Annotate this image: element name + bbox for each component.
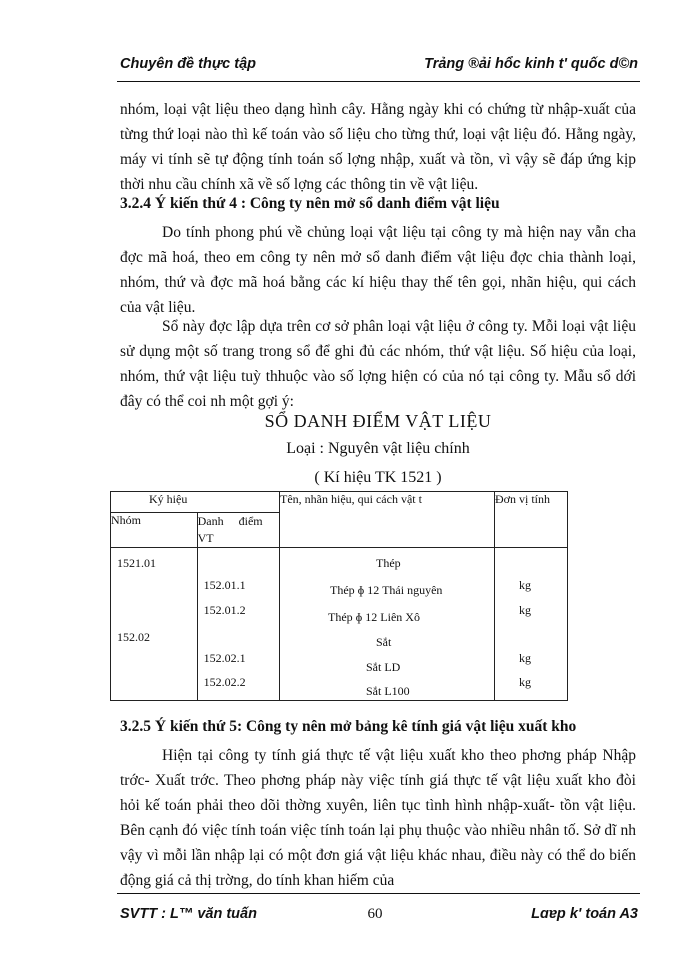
unit-value: kg [519, 675, 531, 689]
register-subtitle: Loại : Nguyên vật liệu chính [286, 440, 470, 457]
item-code: 152.01.1 [203, 578, 246, 592]
footer-right: Lɑɐp k' toán A3 [531, 906, 638, 922]
register-title: SỔ DANH ĐIỂM VẬT LIỆU [264, 411, 492, 431]
name-column [280, 548, 495, 701]
heading-3-2-4: 3.2.4 Ý kiến thứ 4 : Công ty nên mở sổ danh điểm vật liệu [120, 195, 500, 212]
material-name: Sắt LD [366, 660, 401, 674]
col-group-header: Nhóm [111, 513, 198, 548]
item-column [197, 548, 279, 701]
header-rule [117, 81, 640, 82]
material-name: Sắt L100 [366, 684, 410, 698]
material-name: Thép ɸ 12 Thái nguyên [330, 583, 443, 597]
footer-rule [117, 893, 640, 894]
header-right: Trảng ®ải hổc kinh t' quốc d©n [424, 56, 638, 72]
col-name-header: Tên, nhãn hiệu, qui cách vật t [280, 492, 495, 548]
item-code: 152.02.2 [203, 675, 246, 689]
col-symbol-header: Ký hiệu [111, 492, 280, 513]
paragraph-4: Hiện tại công ty tính giá thực tế vật liệu xuất kho theo phơng pháp Nhập trớc- Xuất trớc. Theo phơng pháp này việc tính giá thực tế vật liệu xuất kho đòi hỏi kế toán phải theo dõi thờng xuyên, liên tục tình hình nhập-xuất- tồn vật liệu. Bên cạnh đó việc tính toán việc tính toán lại phụ thuộc vào nhiều nhân tố. Sở dĩ nh vậy vì mỗi lần nhập lại có một đơn giá vật liệu khác nhau, điều này có thể do biến động giá cả thị trờng, do tính khan hiếm của [120, 747, 636, 889]
group-code: 1521.01 [117, 556, 156, 570]
col-item-header: Danh điểm VT [197, 513, 279, 548]
item-code: 152.02.1 [203, 651, 246, 665]
footer-left: SVTT : L™ văn tuấn [120, 906, 257, 922]
paragraph-3: Sổ này đợc lập dựa trên cơ sở phân loại vật liệu ở công ty. Mỗi loại vật liệu sử dụng một số trang trong sổ để ghi đủ các nhóm, thứ vật liệu. Số hiệu của loại, nhóm, thứ vật liệu tuỳ thhuộc vào số lợng hiện có của nó tại công ty. Mẫu sổ dới đây có thể coi nh một gợi ý: [120, 318, 636, 410]
unit-value: kg [519, 651, 531, 665]
group-code: 152.02 [117, 630, 150, 644]
page-number: 60 [367, 906, 383, 922]
unit-value: kg [519, 578, 531, 592]
unit-column [495, 548, 568, 701]
header-left: Chuyên đề thực tập [120, 56, 257, 72]
register-code: ( Kí hiệu TK 1521 ) [314, 469, 442, 486]
material-name: Thép [376, 556, 401, 570]
item-code: 152.01.2 [203, 603, 246, 617]
paragraph-2: Do tính phong phú về chủng loại vật liệu tại công ty mà hiện nay vẫn cha đợc mã hoá, theo em công ty nên mở sổ danh điểm vật liệu đợc chia thành loại, nhóm, thứ và đợc mã hoá bằng các kí hiệu thay thế tên gọi, nhãn hiệu, qui cách của vật liệu. [120, 224, 636, 316]
heading-3-2-5: 3.2.5 Ý kiến thứ 5: Công ty nên mở bảng kê tính giá vật liệu xuất kho [120, 718, 577, 735]
register-table [110, 491, 568, 701]
unit-value: kg [519, 603, 531, 617]
group-column [111, 548, 198, 701]
material-name: Thép ɸ 12 Liên Xô [328, 610, 420, 624]
col-unit-header: Đơn vị tính [495, 492, 568, 548]
paragraph-1: nhóm, loại vật liệu theo dạng hình cây. Hằng ngày khi có chứng từ nhập-xuất của từng thứ loại nào thì kế toán vào số liệu cho từng thứ, loại vật liệu đó. Hằng ngày, máy vi tính sẽ tự động tính toán số lợng nhập, xuất và tồn, vì vậy sẽ đáp ứng kịp thời nhu cầu chính xã về số lợng các thông tin về vật liệu. [120, 101, 636, 193]
material-name: Sắt [376, 635, 392, 649]
